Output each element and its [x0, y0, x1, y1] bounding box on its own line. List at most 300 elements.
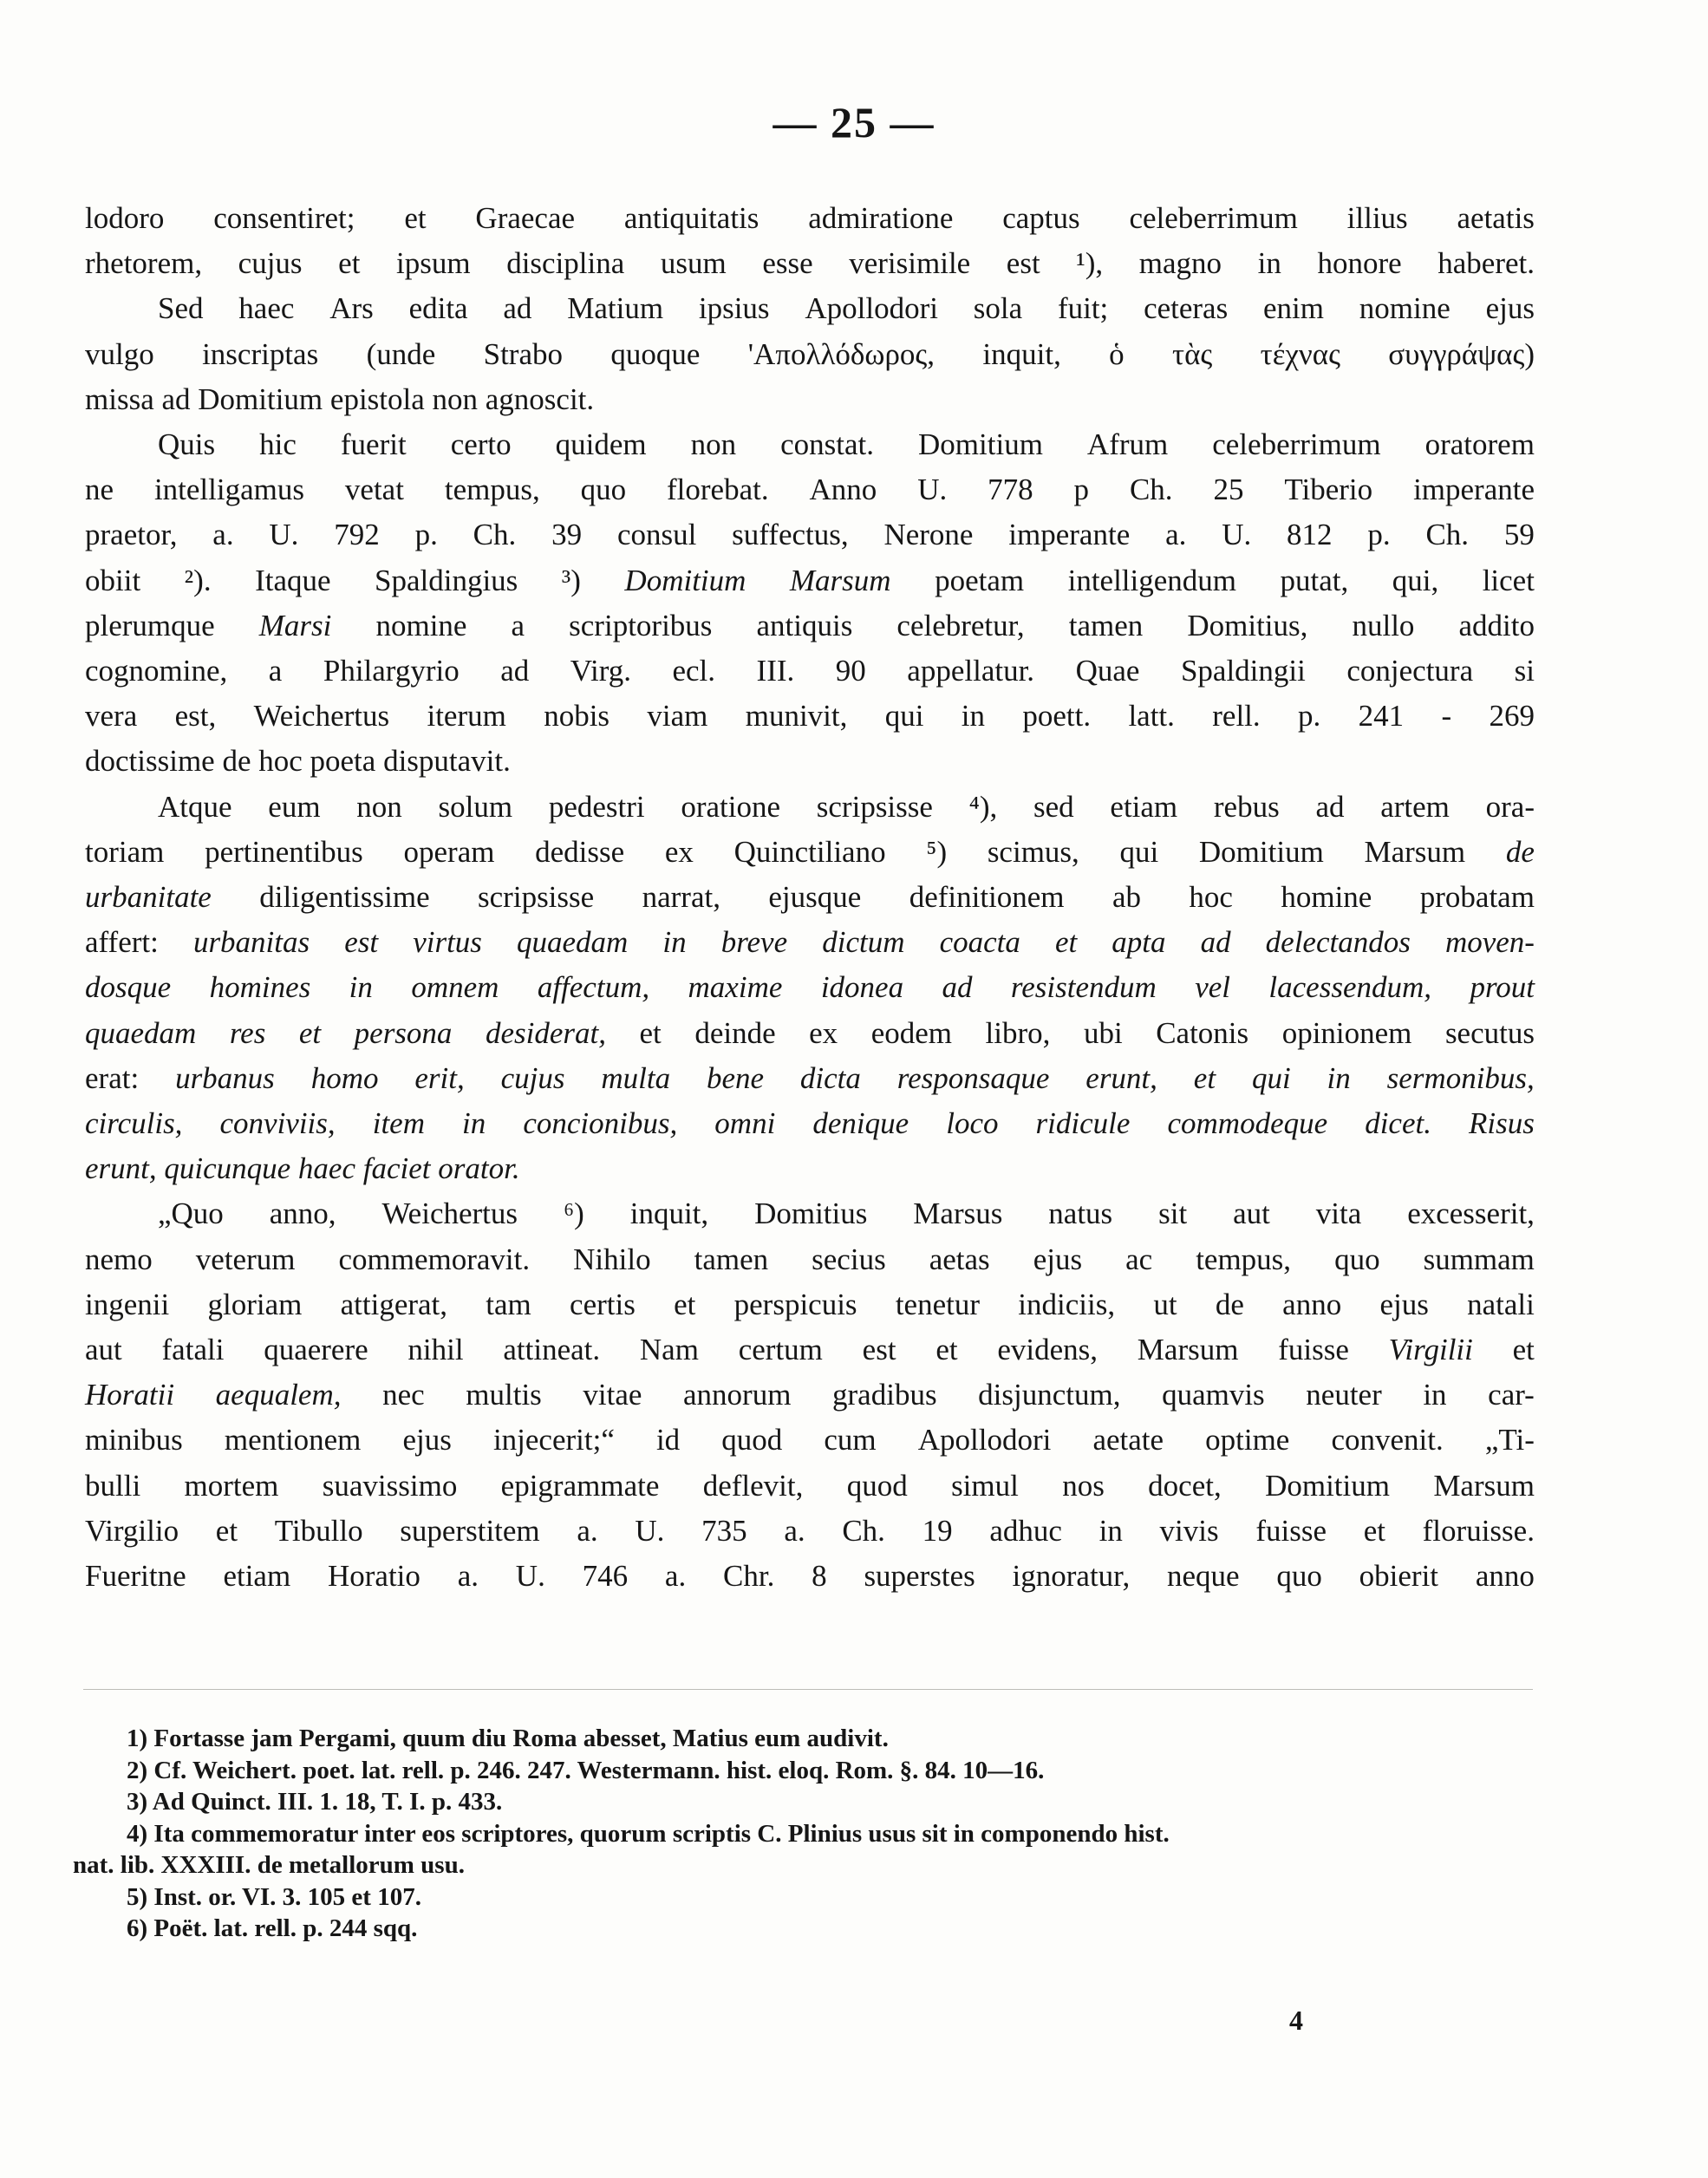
word: imperante: [1413, 473, 1535, 507]
word: scripsisse: [816, 789, 933, 824]
word: et: [1363, 1513, 1385, 1548]
word: celeberrimum: [1212, 427, 1381, 462]
word: (unde: [366, 336, 436, 371]
word: perspicuis: [733, 1287, 857, 1321]
word: ejus: [402, 1423, 452, 1457]
word: 90: [835, 654, 866, 688]
word: disjunctum,: [978, 1378, 1121, 1412]
word: Apollodori: [917, 1423, 1052, 1457]
word: quaedam: [517, 925, 629, 960]
word: quod: [846, 1468, 908, 1503]
word: Spaldingii: [1180, 654, 1306, 688]
word: et: [1054, 925, 1078, 960]
word: eum: [268, 789, 321, 824]
word: suffectus,: [732, 518, 849, 552]
word: Afrum: [1086, 427, 1169, 462]
word: intelligamus: [153, 473, 304, 507]
word: ac: [1125, 1242, 1153, 1276]
word: vivis: [1159, 1513, 1219, 1548]
word: certum: [738, 1333, 823, 1367]
word: Virgilii: [1388, 1333, 1473, 1367]
word: et: [404, 201, 427, 235]
word: dosque: [85, 970, 172, 1005]
word: cognomine,: [85, 654, 228, 688]
word: omni: [714, 1106, 776, 1141]
word: a.: [1165, 518, 1187, 552]
word: vera: [85, 699, 138, 734]
footnote: 4) Ita commemoratur inter eos scriptores, quorum scriptis C. Plinius usus sit in componendo hist.: [127, 1819, 1170, 1848]
text-line: [85, 1011, 1535, 1056]
word: consul: [616, 518, 697, 552]
text-line: [85, 422, 1535, 467]
word: ⁴),: [968, 789, 998, 824]
word: honore: [1317, 246, 1402, 281]
word: minibus: [85, 1423, 183, 1457]
word: erit,: [414, 1060, 465, 1095]
word: edita: [408, 291, 468, 326]
word: quo: [1334, 1242, 1380, 1276]
word: affert:: [85, 925, 159, 960]
word: summam: [1423, 1242, 1535, 1276]
word: a: [511, 608, 525, 642]
word: attigerat,: [340, 1287, 448, 1321]
word: sermonibus,: [1386, 1060, 1535, 1095]
word: fuisse: [1255, 1513, 1327, 1548]
word: coacta: [939, 925, 1020, 960]
word: nihil: [407, 1333, 464, 1367]
word: inscriptas: [202, 336, 319, 371]
word: 39: [551, 518, 583, 552]
word: ipsius: [698, 291, 770, 326]
word: vulgo: [85, 336, 154, 371]
word: ab: [1112, 880, 1141, 915]
word: ceteras: [1144, 291, 1229, 326]
word: ὁ: [1109, 336, 1125, 371]
word: ⁶): [563, 1197, 584, 1231]
text-line: [85, 1056, 1535, 1101]
word: homines: [209, 970, 311, 1005]
word: ecl.: [672, 654, 716, 688]
word: Weichertus: [253, 699, 390, 734]
word: hoc: [1189, 880, 1233, 915]
word: homo: [310, 1060, 379, 1095]
word: Domitium: [1198, 834, 1324, 869]
word: Philargyrio: [323, 654, 460, 688]
word: putat,: [1280, 563, 1349, 597]
word: Itaque: [255, 563, 331, 597]
word: III.: [756, 654, 795, 688]
word: anno: [1282, 1287, 1342, 1321]
word: pedestri: [548, 789, 645, 824]
word: optime: [1205, 1423, 1290, 1457]
word: inquit,: [982, 336, 1061, 371]
word: fatali: [161, 1333, 225, 1367]
word: ubi: [1083, 1015, 1123, 1050]
word: ²).: [184, 563, 212, 597]
text-line: [85, 1418, 1535, 1463]
word: celebretur,: [896, 608, 1025, 642]
word: vitae: [583, 1378, 642, 1412]
word: multis: [466, 1378, 542, 1412]
word: et: [298, 1015, 322, 1050]
word: ejusque: [768, 880, 862, 915]
word: ipsum: [396, 246, 471, 281]
text-line: [85, 1464, 1535, 1509]
text-line: [85, 1282, 1535, 1327]
word: ignoratur,: [1012, 1559, 1131, 1594]
word: in: [961, 699, 986, 734]
word: plerumque: [85, 608, 215, 642]
word: illius: [1346, 201, 1408, 235]
word: idonea: [820, 970, 904, 1005]
text-line: [85, 920, 1535, 965]
word: qui,: [1392, 563, 1439, 597]
word: fuit;: [1057, 291, 1109, 326]
word: ejus: [1033, 1242, 1083, 1276]
word: omnem: [411, 970, 499, 1005]
word: ejus: [1379, 1287, 1429, 1321]
word: persona: [354, 1015, 453, 1050]
word: ora-: [1485, 789, 1535, 824]
word: p: [1073, 473, 1090, 507]
word: virtus: [413, 925, 482, 960]
word: a.: [457, 1559, 479, 1594]
word: deflevit,: [702, 1468, 804, 1503]
word: secius: [812, 1242, 886, 1276]
text-line: [85, 558, 1535, 603]
text-line: [85, 1327, 1535, 1373]
word: de: [1215, 1287, 1244, 1321]
word: res: [229, 1015, 266, 1050]
text-line: [85, 965, 1535, 1010]
word: opinionem: [1281, 1015, 1412, 1050]
word: Ars: [329, 291, 374, 326]
word: in: [1257, 246, 1281, 281]
word: „Quo: [158, 1197, 224, 1231]
word: ejus: [1485, 291, 1535, 326]
word: ut: [1153, 1287, 1177, 1321]
word: urbanitas: [192, 925, 310, 960]
word: haberet.: [1437, 246, 1535, 281]
word: inquit,: [629, 1197, 709, 1231]
main-text: [85, 196, 1535, 1599]
text-line: missa ad Domitium epistola non agnoscit.: [85, 381, 595, 416]
word: hic: [259, 427, 297, 462]
word: Quae: [1075, 654, 1140, 688]
word: Tiberio: [1284, 473, 1373, 507]
word: dictum: [822, 925, 905, 960]
word: mortem: [184, 1468, 279, 1503]
word: Anno: [809, 473, 877, 507]
word: operam: [403, 834, 495, 869]
word: disciplina: [506, 246, 625, 281]
word: dicta: [799, 1060, 861, 1095]
word: certo: [450, 427, 512, 462]
word: deinde: [694, 1015, 776, 1050]
word: munivit,: [745, 699, 848, 734]
word: Sed: [158, 291, 204, 326]
word: nomine: [375, 608, 467, 642]
word: ne: [85, 473, 114, 507]
word: ad: [1200, 925, 1231, 960]
word: captus: [1002, 201, 1080, 235]
word: Tibullo: [274, 1513, 363, 1548]
word: a.: [577, 1513, 598, 1548]
word: etiam: [1110, 789, 1178, 824]
word: gloriam: [207, 1287, 303, 1321]
word: nec: [382, 1378, 425, 1412]
word: desiderat,: [485, 1015, 606, 1050]
word: tamen: [1068, 608, 1144, 642]
word: commodeque: [1167, 1106, 1328, 1141]
word: Marsum: [1364, 834, 1466, 869]
word: nos: [1062, 1468, 1105, 1503]
word: injecerit;“: [492, 1423, 615, 1457]
word: bene: [706, 1060, 765, 1095]
word: Apollodori: [805, 291, 938, 326]
word: item: [372, 1106, 425, 1141]
word: conviviis,: [219, 1106, 336, 1141]
word: qui: [1119, 834, 1159, 869]
word: 812: [1287, 518, 1333, 552]
word: gradibus: [832, 1378, 937, 1412]
word: scriptoribus: [569, 608, 713, 642]
word: Domitius,: [1187, 608, 1308, 642]
word: U.: [1222, 518, 1252, 552]
word: superstes: [864, 1559, 975, 1594]
word: anno,: [269, 1197, 336, 1231]
word: ¹),: [1076, 246, 1104, 281]
word: viam: [647, 699, 708, 734]
word: quaedam: [85, 1015, 197, 1050]
word: Graecae: [475, 201, 576, 235]
word: probatam: [1419, 880, 1535, 915]
word: 19: [922, 1513, 953, 1548]
word: U.: [515, 1559, 545, 1594]
word: ⁵): [926, 834, 948, 869]
word: responsaque: [896, 1060, 1050, 1095]
word: Marsum: [1433, 1468, 1535, 1503]
word: breve: [720, 925, 788, 960]
word: maxime: [688, 970, 783, 1005]
word: Chr.: [723, 1559, 775, 1594]
word: fuerit: [340, 427, 407, 462]
text-line: [85, 1554, 1535, 1599]
word: veterum: [195, 1242, 296, 1276]
word: florebat.: [667, 473, 769, 507]
footnote: 3) Ad Quinct. III. 1. 18, T. I. p. 433.: [127, 1788, 503, 1816]
word: poetam: [935, 563, 1025, 597]
word: p.: [1298, 699, 1321, 734]
word: ex: [664, 834, 694, 869]
word: U.: [269, 518, 299, 552]
word: ingenii: [85, 1287, 170, 1321]
word: p.: [1367, 518, 1391, 552]
word: quo: [1276, 1559, 1322, 1594]
word: Quis: [158, 427, 216, 462]
word: Virg.: [570, 654, 631, 688]
word: magno: [1138, 246, 1222, 281]
word: et: [935, 1333, 958, 1367]
word: appellatur.: [907, 654, 1035, 688]
word: non: [356, 789, 402, 824]
word: quaerere: [264, 1333, 368, 1367]
text-line: [85, 1509, 1535, 1554]
text-line: [85, 332, 1535, 377]
footnote: 1) Fortasse jam Pergami, quum diu Roma abesset, Matius eum audivit.: [127, 1725, 889, 1752]
word: 792: [334, 518, 380, 552]
word: enim: [1263, 291, 1324, 326]
word: lacessendum,: [1268, 970, 1432, 1005]
word: dedisse: [535, 834, 625, 869]
word: Ch.: [473, 518, 517, 552]
word: esse: [762, 246, 813, 281]
text-line: [85, 286, 1535, 331]
word: aetas: [929, 1242, 990, 1276]
word: tempus,: [1196, 1242, 1292, 1276]
word: superstitem: [400, 1513, 540, 1548]
word: simul: [951, 1468, 1019, 1503]
word: cujus: [500, 1060, 565, 1095]
word: in: [349, 970, 373, 1005]
word: 746: [582, 1559, 629, 1594]
word: Catonis: [1156, 1015, 1249, 1050]
word: natus: [1048, 1197, 1113, 1231]
word: cum: [824, 1423, 877, 1457]
word: qui: [1251, 1060, 1291, 1095]
word: rhetorem,: [85, 246, 203, 281]
word: docet,: [1148, 1468, 1222, 1503]
word: constat.: [780, 427, 875, 462]
word: Spaldingius: [375, 563, 518, 597]
word: in: [1098, 1513, 1123, 1548]
word: Marsum: [789, 563, 891, 597]
word: latt.: [1128, 699, 1175, 734]
word: 8: [812, 1559, 827, 1594]
word: homine: [1281, 880, 1372, 915]
footnotes: [73, 1723, 1538, 1945]
word: aequalem,: [215, 1378, 342, 1412]
word: Nerone: [883, 518, 974, 552]
word: Fueritne: [85, 1559, 186, 1594]
word: multa: [601, 1060, 671, 1095]
word: et: [338, 246, 361, 281]
word: oratione: [681, 789, 781, 824]
word: quidem: [555, 427, 647, 462]
word: Marsus: [913, 1197, 1003, 1231]
word: certis: [570, 1287, 636, 1321]
word: a: [268, 654, 283, 688]
word: affectum,: [537, 970, 650, 1005]
word: rell.: [1212, 699, 1261, 734]
word: qui: [884, 699, 924, 734]
word: 735: [701, 1513, 747, 1548]
word: bulli: [85, 1468, 141, 1503]
text-line: [85, 694, 1535, 739]
word: circulis,: [85, 1106, 183, 1141]
word: concionibus,: [523, 1106, 678, 1141]
word: quoque: [610, 336, 701, 371]
text-line: [85, 1101, 1535, 1146]
word: Horatio: [327, 1559, 420, 1594]
word: U.: [635, 1513, 665, 1548]
word: nullo: [1352, 608, 1415, 642]
word: et: [1193, 1060, 1216, 1095]
word: aetate: [1092, 1423, 1164, 1457]
word: antiquis: [756, 608, 853, 642]
word: 269: [1489, 699, 1535, 734]
word: toriam: [85, 834, 165, 869]
word: loco: [946, 1106, 999, 1141]
page-number: — 25 —: [773, 98, 935, 147]
word: Matium: [567, 291, 664, 326]
word: sit: [1158, 1197, 1188, 1231]
word: -: [1441, 699, 1452, 734]
word: haec: [238, 291, 295, 326]
word: urbanitate: [85, 880, 212, 915]
word: Marsi: [258, 608, 332, 642]
footnote-divider: [83, 1689, 1533, 1690]
word: id: [655, 1423, 681, 1457]
word: eodem: [870, 1015, 953, 1050]
word: Ch.: [1425, 518, 1470, 552]
word: libro,: [985, 1015, 1051, 1050]
word: Marsum: [1137, 1333, 1239, 1367]
word: Domitius: [754, 1197, 868, 1231]
word: rebus: [1213, 789, 1280, 824]
word: non: [690, 427, 737, 462]
word: apta: [1112, 925, 1166, 960]
word: Atque: [158, 789, 232, 824]
signature-mark: 4: [1289, 2005, 1303, 2036]
word: Horatii: [85, 1378, 175, 1412]
text-line: [85, 241, 1535, 286]
text-line: [85, 603, 1535, 649]
word: Virgilio: [85, 1513, 179, 1548]
word: et: [1512, 1333, 1535, 1367]
word: licet: [1482, 563, 1535, 597]
word: imperante: [1008, 518, 1131, 552]
word: p.: [414, 518, 438, 552]
word: usum: [660, 246, 727, 281]
word: prout: [1470, 970, 1535, 1005]
word: et: [639, 1015, 662, 1050]
word: in: [1423, 1378, 1447, 1412]
word: est: [1006, 246, 1040, 281]
word: delectandos: [1265, 925, 1411, 960]
word: est: [862, 1333, 896, 1367]
word: 25: [1213, 473, 1244, 507]
word: denique: [812, 1106, 909, 1141]
word: lodoro: [85, 201, 165, 235]
word: scimus,: [987, 834, 1079, 869]
text-line: erunt, quicunque haec faciet orator.: [85, 1151, 520, 1186]
word: tempus,: [444, 473, 540, 507]
word: et: [674, 1287, 696, 1321]
word: secutus: [1444, 1015, 1535, 1050]
word: ridicule: [1035, 1106, 1131, 1141]
word: iterum: [427, 699, 506, 734]
word: „Ti-: [1484, 1423, 1535, 1457]
word: anno: [1475, 1559, 1535, 1594]
word: sola: [973, 291, 1023, 326]
word: neuter: [1306, 1378, 1382, 1412]
word: erat:: [85, 1060, 140, 1095]
word: tenetur: [895, 1287, 981, 1321]
word: addito: [1458, 608, 1535, 642]
text-line: [85, 830, 1535, 875]
text-line: [85, 467, 1535, 512]
